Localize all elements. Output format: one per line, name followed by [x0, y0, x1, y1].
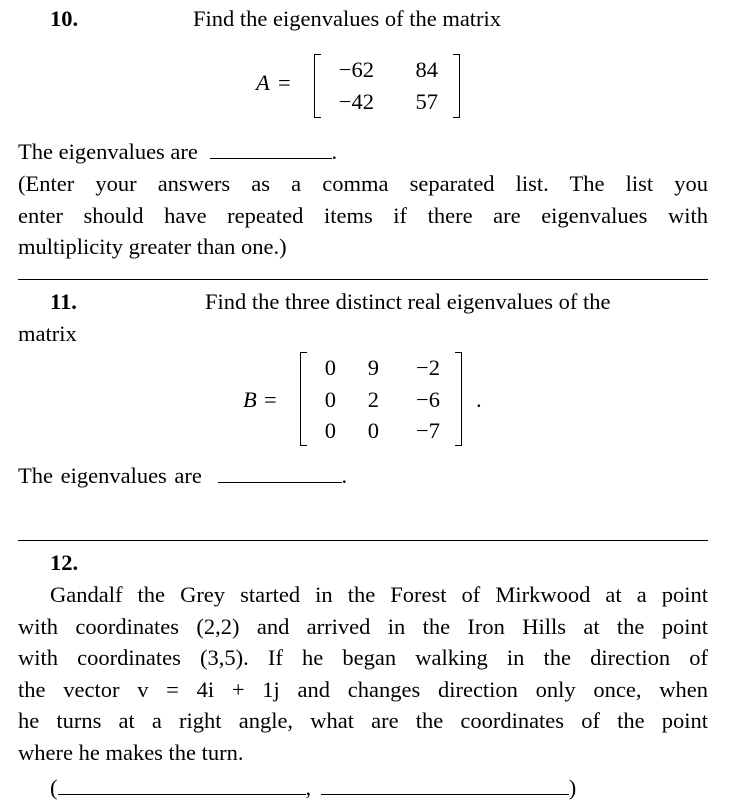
q10-instructions	[18, 168, 708, 263]
q11-answer-blank[interactable]	[218, 464, 342, 483]
matrix-cell: −2	[416, 355, 440, 380]
q12-line: where he makes the turn.	[18, 739, 244, 765]
matrix-cell: −62	[338, 57, 374, 82]
q11-answer-line	[18, 460, 347, 491]
instruction-line: enter should have repeated items if there are eigenvalues with	[18, 202, 708, 228]
q12-line: the vector v = 4i + 1j and changes direction only once, when	[18, 676, 708, 702]
divider	[18, 279, 708, 280]
matrix-cell: −6	[416, 387, 440, 412]
q12-line: with coordinates (3,5). If he began walking in the direction of	[18, 645, 708, 670]
q11-matrix-suffix: .	[476, 387, 482, 412]
matrix-cell: 57	[415, 89, 438, 114]
q12-answer-comma: ,	[305, 775, 312, 800]
matrix-cell: 84	[415, 57, 438, 82]
q10-answer-prefix: The eigenvalues are	[18, 139, 198, 164]
q11-prompt-line1: Find the three distinct real eigenvalues of the	[205, 289, 611, 314]
q12-line: Gandalf the Grey started in the Forest of Mirkwood at a point	[50, 582, 708, 607]
q11-number: 11.	[50, 289, 77, 314]
q12-answer-close: )	[568, 775, 577, 800]
q12-number: 12.	[50, 550, 79, 575]
q10-answer-blank[interactable]	[210, 140, 332, 159]
matrix-cell: 0	[324, 387, 336, 412]
matrix-cell: −42	[338, 89, 374, 114]
q12-answer-x-blank[interactable]	[58, 776, 306, 795]
q11-answer-suffix: .	[341, 463, 348, 488]
q12-line: with coordinates (2,2) and arrived in the Iron Hills at the point	[18, 613, 708, 639]
instruction-line: (Enter your answers as a comma separated list. The list you	[18, 171, 708, 196]
q10-prompt: Find the eigenvalues of the matrix	[193, 6, 502, 31]
q12-answer	[50, 772, 576, 803]
q12-line: he turns at a right angle, what are the coordinates of the point	[18, 708, 708, 733]
q11-matrix-name: B	[243, 387, 257, 412]
q11-prompt-line2: matrix	[18, 321, 77, 346]
q12-answer-y-blank[interactable]	[321, 776, 569, 795]
q12-answer-open: (	[50, 775, 58, 800]
q10-answer-suffix: .	[331, 139, 338, 164]
divider	[18, 540, 708, 541]
q11-matrix	[300, 352, 462, 446]
q11-equals: =	[264, 387, 277, 412]
q10-matrix-name: A	[256, 70, 270, 95]
matrix-cell: 0	[324, 418, 336, 443]
instruction-line: multiplicity greater than one.)	[18, 234, 287, 259]
matrix-cell: 0	[324, 355, 336, 380]
q11-answer-prefix: The eigenvalues are	[18, 463, 202, 488]
q10-matrix	[314, 54, 460, 118]
matrix-cell: 9	[367, 355, 379, 380]
matrix-cell: 2	[367, 387, 379, 412]
q12-body	[18, 579, 708, 768]
q10-answer-line	[18, 136, 337, 167]
matrix-cell: −7	[416, 418, 440, 443]
matrix-cell: 0	[367, 418, 379, 443]
q10-equals: =	[278, 70, 291, 95]
q10-number: 10.	[50, 6, 79, 31]
